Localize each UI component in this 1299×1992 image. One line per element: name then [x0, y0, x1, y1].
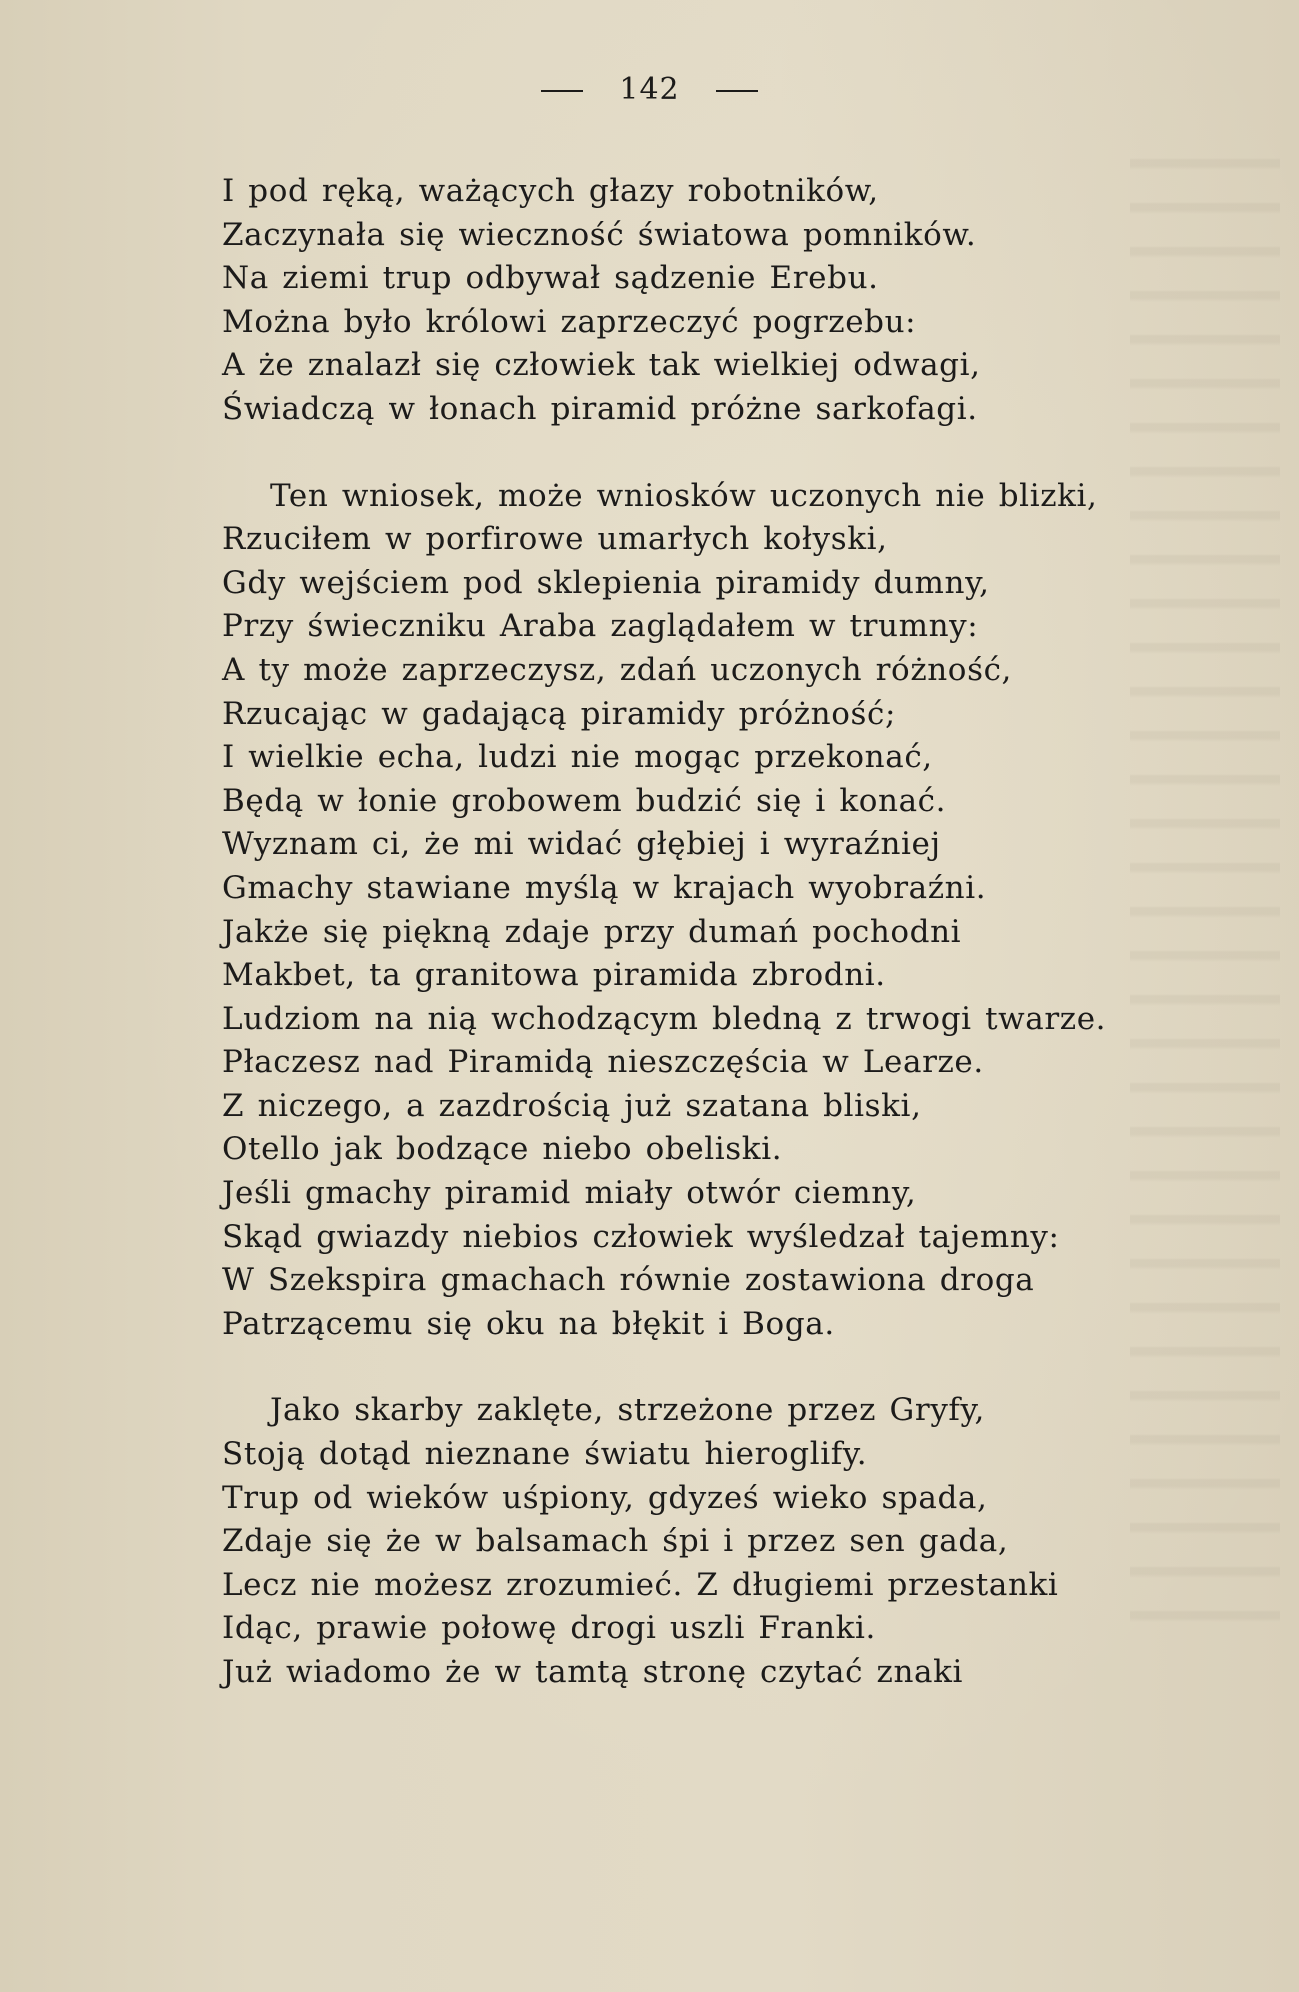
stanza-1: [222, 170, 1222, 432]
verse-line: Już wiadomo że w tamtą stronę czytać znaki: [222, 1654, 964, 1690]
verse-line: Jeśli gmachy piramid miały otwór ciemny,: [222, 1175, 917, 1212]
page-number-header: [0, 72, 1299, 107]
verse-line: Stoją dotąd nieznane światu hieroglify.: [222, 1436, 868, 1473]
verse-line: Trup od wieków uśpiony, gdyześ wieko spada,: [222, 1479, 988, 1516]
verse-line: Płaczesz nad Piramidą nieszczęścia w Learze.: [222, 1044, 984, 1081]
verse-line: Otello jak bodzące niebo obeliski.: [222, 1131, 783, 1168]
stanza-2: [222, 475, 1222, 1347]
verse-line: Można było królowi zaprzeczyć pogrzebu:: [222, 303, 917, 340]
poem-text: [222, 170, 1222, 1695]
verse-line: A że znalazł się człowiek tak wielkiej odwagi,: [222, 347, 981, 384]
verse-line: Lecz nie możesz zrozumieć. Z długiemi przestanki: [222, 1566, 1059, 1603]
verse-line: Rzucając w gadającą piramidy próżność;: [222, 695, 897, 732]
verse-line: Ten wniosek, może wniosków uczonych nie blizki,: [270, 477, 1098, 514]
verse-line: Wyznam ci, że mi widać głębiej i wyraźniej: [222, 826, 941, 863]
page-number: 142: [619, 72, 680, 107]
verse-line: Jako skarby zaklęte, strzeżone przez Gryfy,: [270, 1392, 985, 1429]
verse-line: Przy świeczniku Araba zaglądałem w trumny:: [222, 608, 979, 645]
verse-line: Na ziemi trup odbywał sądzenie Erebu.: [222, 260, 879, 297]
verse-line: Zaczynała się wieczność światowa pomników.: [222, 216, 977, 253]
verse-line: W Szekspira gmachach równie zostawiona droga: [222, 1262, 1035, 1299]
verse-line: Makbet, ta granitowa piramida zbrodni.: [222, 957, 886, 994]
verse-line: Będą w łonie grobowem budzić się i konać.: [222, 782, 947, 819]
verse-line: I wielkie echa, ludzi nie mogąc przekonać,: [222, 739, 933, 776]
verse-line: I pod ręką, ważących głazy robotników,: [222, 173, 879, 209]
right-dash: [716, 90, 758, 92]
verse-line: A ty może zaprzeczysz, zdań uczonych różność,: [222, 651, 1012, 688]
stanza-3: [222, 1389, 1222, 1694]
verse-line: Rzuciłem w porfirowe umarłych kołyski,: [222, 521, 888, 558]
verse-line: Idąc, prawie połowę drogi uszli Franki.: [222, 1610, 876, 1647]
verse-line: Patrzącemu się oku na błękit i Boga.: [222, 1305, 835, 1342]
verse-line: Gdy wejściem pod sklepienia piramidy dumny,: [222, 564, 990, 601]
verse-line: Świadczą w łonach piramid próżne sarkofagi.: [222, 390, 978, 427]
verse-line: Z niczego, a zazdrością już szatana bliski,: [222, 1087, 922, 1124]
verse-line: Ludziom na nią wchodzącym bledną z trwogi twarze.: [222, 1000, 1107, 1037]
verse-line: Jakże się piękną zdaje przy dumań pochodni: [222, 913, 962, 950]
verse-line: Zdaje się że w balsamach śpi i przez sen gada,: [222, 1523, 1009, 1560]
verse-line: Gmachy stawiane myślą w krajach wyobraźni.: [222, 869, 987, 906]
left-dash: [541, 90, 583, 92]
verse-line: Skąd gwiazdy niebios człowiek wyśledzał tajemny:: [222, 1218, 1060, 1255]
